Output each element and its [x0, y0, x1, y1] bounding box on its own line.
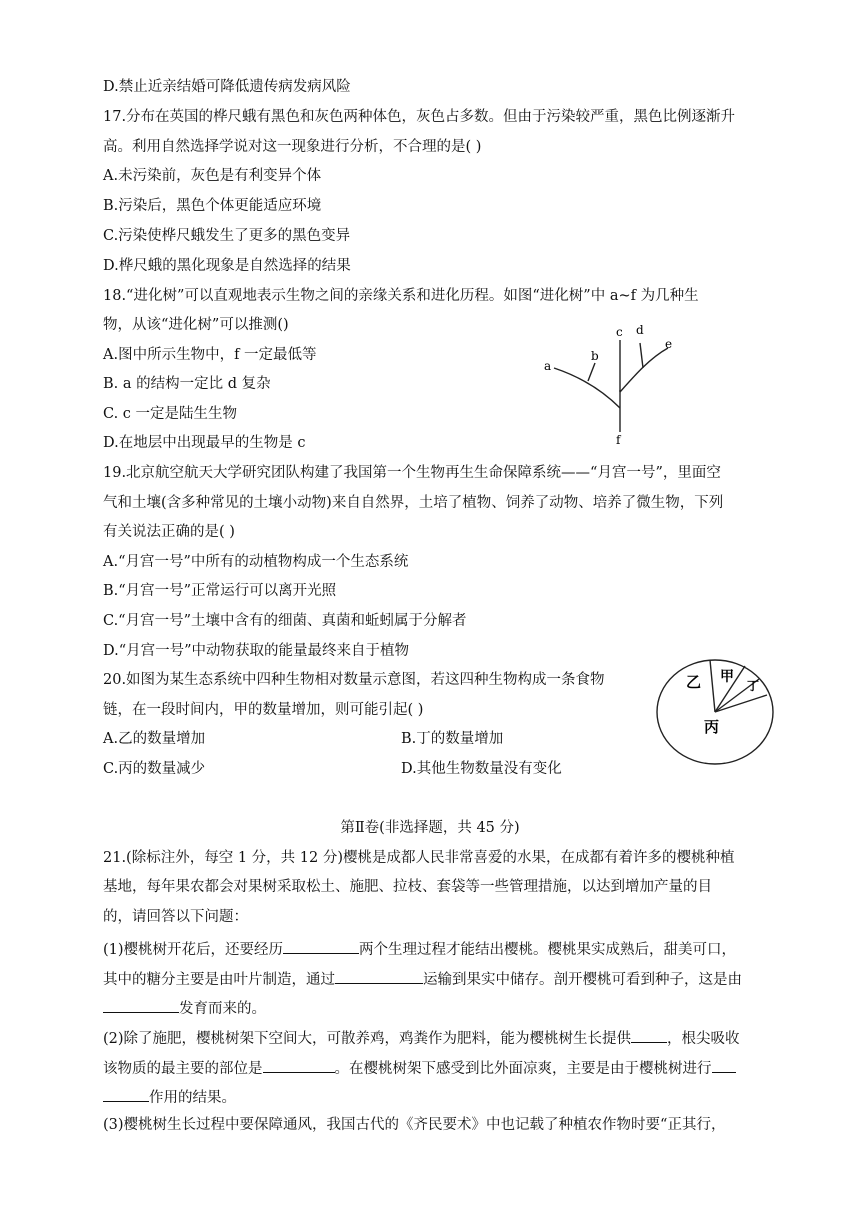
pie-label-bing: 丙 — [704, 718, 720, 736]
q19-stem-line-1: 19.北京航空航天大学研究团队构建了我国第一个生物再生生命保障系统——“月宫一号”，里面空 — [103, 465, 721, 481]
tree-label-a: a — [544, 359, 552, 373]
tree-branch-d — [640, 343, 643, 368]
q21-part-1-line-2: 其中的糖分主要是由叶片制造，通过 运输到果实中储存。剖开樱桃可看到种子，这是由 — [103, 967, 742, 990]
tree-label-b: b — [591, 349, 599, 363]
pie-label-jia: 甲 — [720, 669, 734, 685]
q21-part-3-line-1: (3)樱桃树生长过程中要保障通风，我国古代的《齐民要术》中也记载了种植农作物时要“正其行， — [103, 1117, 726, 1133]
answer-blank[interactable] — [335, 967, 423, 984]
q21-part-1-line-3: 发育而来的。 — [103, 996, 266, 1019]
pie-label-yi: 乙 — [686, 673, 702, 691]
answer-blank[interactable] — [103, 1085, 149, 1102]
answer-blank[interactable] — [712, 1056, 736, 1073]
q21-part-1-line-1: (1)樱桃树开花后，还要经历 两个生理过程才能结出樱桃。樱桃果实成熟后，甜美可口， — [103, 937, 736, 960]
q16-option-d: D.禁止近亲结婚可降低遗传病发病风险 — [103, 79, 351, 95]
tree-branch-b — [588, 363, 595, 381]
q17-option-a: A.未污染前，灰色是有利变异个体 — [103, 168, 322, 184]
evolution-tree-diagram — [530, 320, 690, 445]
q18-option-b: B. a 的结构一定比 d 复杂 — [103, 376, 271, 392]
q19-stem-line-3: 有关说法正确的是( ) — [103, 524, 235, 540]
pie-divider-4 — [715, 695, 767, 712]
food-chain-pie-diagram — [648, 650, 788, 768]
answer-blank[interactable] — [283, 937, 359, 954]
q20-option-d: D.其他生物数量没有变化 — [401, 761, 562, 777]
q17-stem-line-2: 高。利用自然选择学说对这一现象进行分析，不合理的是( ) — [103, 139, 482, 155]
section-2-title: 第Ⅱ卷(非选择题，共 45 分) — [340, 820, 520, 836]
q21-part-2-line-1: (2)除了施肥，樱桃树架下空间大，可散养鸡，鸡粪作为肥料，能为樱桃树生长提供 ，根尖吸收 — [103, 1026, 740, 1049]
q17-option-c: C.污染使桦尺蛾发生了更多的黑色变异 — [103, 228, 351, 244]
q19-option-c: C.“月宫一号”土壤中含有的细菌、真菌和蚯蚓属于分解者 — [103, 613, 467, 629]
q20-option-a: A.乙的数量增加 — [103, 731, 206, 747]
q21-part-2-line-2: 该物质的最主要的部位是 。在樱桃树架下感受到比外面凉爽，主要是由于樱桃树进行 — [103, 1056, 736, 1079]
answer-blank[interactable] — [263, 1056, 335, 1073]
answer-blank[interactable] — [103, 996, 179, 1013]
q21-part-2-line-3: 作用的结果。 — [103, 1085, 236, 1108]
q18-option-d: D.在地层中出现最早的生物是 c — [103, 435, 306, 451]
tree-label-f: f — [616, 433, 621, 445]
q21-line-3: 的，请回答以下问题： — [103, 909, 248, 925]
q20-option-c: C.丙的数量减少 — [103, 761, 206, 777]
q19-option-a: A.“月宫一号”中所有的动植物构成一个生态系统 — [103, 554, 409, 570]
q17-stem-line-1: 17.分布在英国的桦尺蛾有黑色和灰色两种体色，灰色占多数。但由于污染较严重，黑色比例逐渐升 — [103, 109, 736, 125]
q21-line-2: 基地，每年果农都会对果树采取松土、施肥、拉枝、套袋等一些管理措施，以达到增加产量的目 — [103, 879, 712, 895]
pie-divider-1 — [710, 660, 715, 712]
pie-label-ding: 丁 — [747, 679, 760, 693]
q21-line-1: 21.(除标注外，每空 1 分，共 12 分)樱桃是成都人民非常喜爱的水果，在成都有着许多的樱桃种植 — [103, 850, 735, 866]
q17-option-b: B.污染后，黑色个体更能适应环境 — [103, 198, 322, 214]
q20-stem-line-2: 链，在一段时间内，甲的数量增加，则可能引起( ) — [103, 702, 424, 718]
q19-option-b: B.“月宫一号”正常运行可以离开光照 — [103, 583, 337, 599]
tree-label-c: c — [616, 325, 623, 339]
tree-label-d: d — [636, 323, 644, 337]
answer-blank[interactable] — [631, 1026, 667, 1043]
q17-option-d: D.桦尺蛾的黑化现象是自然选择的结果 — [103, 258, 351, 274]
tree-label-e: e — [665, 337, 673, 351]
q19-option-d: D.“月宫一号”中动物获取的能量最终来自于植物 — [103, 643, 410, 659]
tree-branch-e — [620, 348, 668, 392]
q20-stem-line-1: 20.如图为某生态系统中四种生物相对数量示意图，若这四种生物构成一条食物 — [103, 672, 605, 688]
q20-option-b: B.丁的数量增加 — [401, 731, 504, 747]
q19-stem-line-2: 气和土壤(含多种常见的土壤小动物)来自自然界，土培了植物、饲养了动物、培养了微生物，下列 — [103, 495, 724, 511]
q18-stem-line-2: 物，从该“进化树”可以推测() — [103, 317, 289, 333]
tree-branch-a — [554, 368, 620, 408]
q18-option-c: C. c 一定是陆生生物 — [103, 406, 238, 422]
q18-option-a: A.图中所示生物中，f 一定最低等 — [103, 347, 317, 363]
q18-stem-line-1: 18.“进化树”可以直观地表示生物之间的亲缘关系和进化历程。如图“进化树”中 a~f 为几种生 — [103, 288, 699, 304]
